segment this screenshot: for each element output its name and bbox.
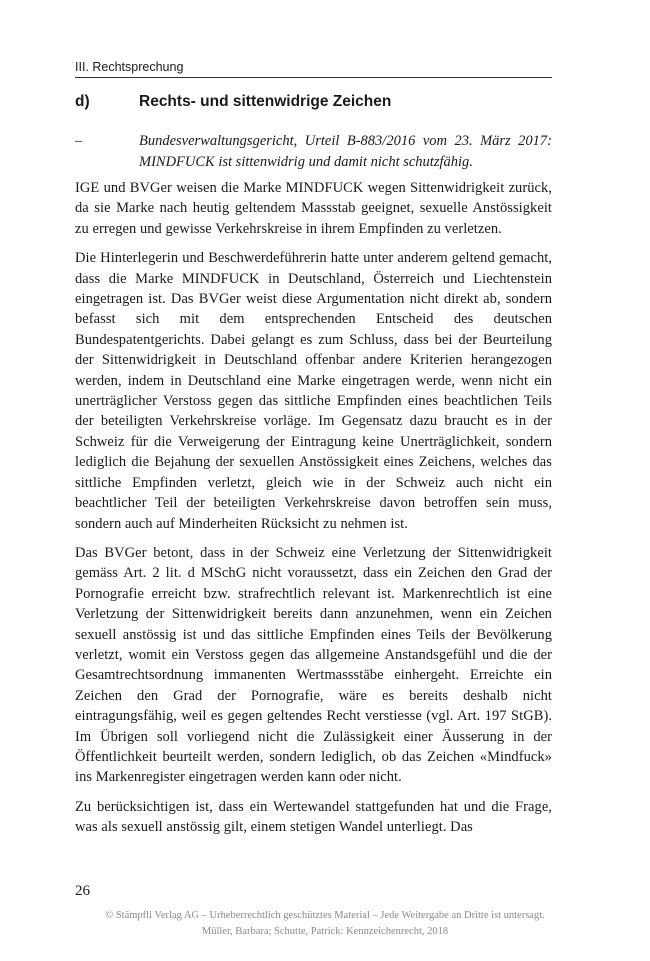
section-letter: d) xyxy=(75,93,90,110)
section-title: Rechts- und sittenwidrige Zeichen xyxy=(139,93,392,110)
body-text xyxy=(75,178,552,847)
footer-citation-line: Müller, Barbara; Schutte, Patrick: Kennzeichenrecht, 2018 xyxy=(201,926,449,937)
copyright-footer xyxy=(0,908,650,940)
list-dash: – xyxy=(75,133,83,149)
chapter-title: III. Rechtsprechung xyxy=(75,60,184,74)
paragraph-3: Das BVGer betont, dass in der Schweiz eine Verletzung der Sittenwidrigkeit gemäss Art. 2 lit. d MSchG nicht voraussetzt, dass ein Zeichen den Grad der Pornografie erreicht bzw. strafrechtlich relevant ist. Markenrechtlich ist eine Verletzung der Sittenwidrigkeit bereits dann anzunehmen, wenn ein Zeichen sexuell anstössig ist und das sittliche Empfinden eines Teils der Bevölkerung verletzt, womit ein Verstoss gegen das allgemeine Anstandsgefühl und die der Gesamtrechtsordnung immanenten Wertmassstäbe einhergeht. Erreichte ein Zeichen den Grad der Pornografie, wäre es bereits deshalb nicht eintragungsfähig, weil es gegen geltendes Recht verstiesse (vgl. Art. 197 StGB). Im Übrigen soll vorliegend nicht die Zulässigkeit einer Äusserung in der Öffentlichkeit beurteilt werden, sondern lediglich, ob das Zeichen «Mindfuck» ins Markenregister eingetragen werden kann oder nicht. xyxy=(75,544,552,786)
paragraph-4: Zu berücksichtigen ist, dass ein Wertewandel stattgefunden hat und die Frage, was als sexuell anstössig gilt, einem stetigen Wandel unterliegt. Das xyxy=(75,798,552,836)
page-number: 26 xyxy=(75,883,90,899)
case-reference-text: Bundesverwaltungsgericht, Urteil B-883/2016 vom 23. März 2017: MINDFUCK ist sittenwidrig und damit nicht schutzfähig. xyxy=(139,133,552,170)
paragraph-2: Die Hinterlegerin und Beschwerdeführerin hatte unter anderem geltend gemacht, dass die Marke MINDFUCK in Deutschland, Österreich und Liechtenstein eingetragen ist. Das BVGer weist diese Argumentation nicht direkt ab, sondern befasst sich mit dem entsprechenden Entscheid des deutschen Bundespatentgerichts. Dabei gelangt es zum Schluss, dass bei der Beurteilung der Sittenwidrigkeit in Deutschland offenbar andere Kriterien herangezogen werden, indem in Deutschland eine Marke eingetragen werde, wenn nicht ein unerträglicher Verstoss gegen das sittliche Empfinden eines beachtlichen Teils der beteiligten Verkehrskreise vorläge. Im Gegensatz dazu braucht es in der Schweiz für die Verweigerung der Eintragung keine Unerträglichkeit, sondern lediglich die Bejahung der sexuellen Anstössigkeit eines Zeichens, welches das sittliche Empfinden verletzt, gleich wie in der Schweiz auch nicht ein beachtlicher Teil der beteiligten Verkehrskreise davon betroffen sein muss, sondern auch auf Minderheiten Rücksicht zu nehmen ist. xyxy=(75,250,552,532)
footer-copyright-line: © Stämpfli Verlag AG – Urheberrechtlich geschütztes Material – Jede Weitergabe an Dritte ist untersagt. xyxy=(105,910,545,921)
paragraph-1: IGE und BVGer weisen die Marke MINDFUCK wegen Sittenwidrigkeit zurück, da sie Marke nach heutig geltendem Massstab geeignet, sexuelle Anstössigkeit zu erregen und gewisse Verkehrskreise in ihrem Empfinden zu verletzen. xyxy=(75,180,552,237)
running-header xyxy=(75,60,552,78)
